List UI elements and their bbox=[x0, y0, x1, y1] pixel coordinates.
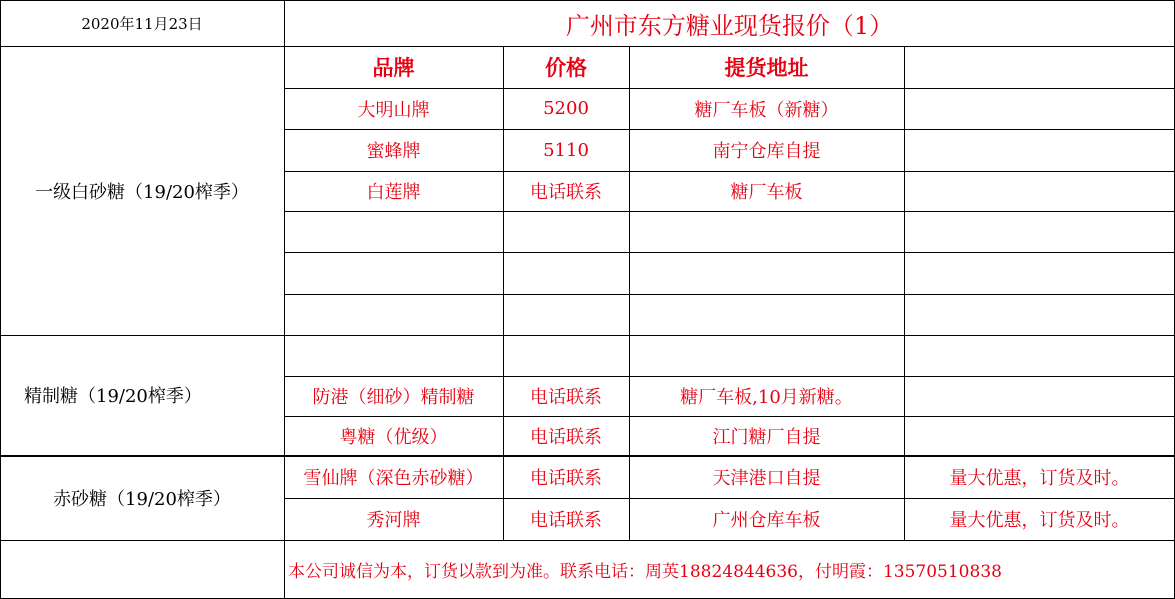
grid-line bbox=[629, 46, 630, 540]
header-brand: 品牌 bbox=[372, 55, 415, 80]
grid-line bbox=[0, 0, 1, 599]
row-note bbox=[904, 129, 1175, 171]
grid-line bbox=[503, 46, 504, 540]
row-price bbox=[503, 211, 629, 252]
row-pickup bbox=[629, 294, 904, 335]
grid-line bbox=[0, 540, 1175, 541]
group-label-white-sugar: 一级白砂糖（19/20榨季） bbox=[35, 181, 249, 203]
header-pickup: 提货地址 bbox=[724, 55, 809, 80]
row-price: 电话联系 bbox=[530, 387, 602, 408]
row-note bbox=[904, 252, 1175, 294]
row-price: 电话联系 bbox=[530, 182, 602, 203]
row-pickup: 糖厂车板（新糖） bbox=[694, 99, 839, 121]
row-pickup bbox=[629, 211, 904, 252]
row-price: 5200 bbox=[543, 98, 589, 119]
row-note bbox=[904, 211, 1175, 252]
footer-blank-cell bbox=[0, 540, 284, 599]
row-note bbox=[904, 416, 1175, 455]
row-pickup: 南宁仓库自提 bbox=[712, 141, 821, 162]
row-brand: 大明山牌 bbox=[357, 99, 430, 121]
row-brand: 白莲牌 bbox=[366, 182, 421, 203]
grid-line bbox=[904, 46, 905, 540]
group-label-refined-sugar: 精制糖（19/20榨季） bbox=[24, 386, 202, 407]
date-cell: 2020年11月23日 bbox=[81, 14, 203, 33]
grid-line bbox=[284, 498, 1175, 499]
row-note: 量大优惠，订货及时。 bbox=[949, 467, 1130, 489]
grid-line bbox=[284, 211, 1175, 212]
row-price: 电话联系 bbox=[530, 510, 602, 531]
row-brand: 蜜蜂牌 bbox=[366, 141, 421, 162]
row-note: 量大优惠，订货及时。 bbox=[949, 510, 1130, 531]
row-price bbox=[503, 252, 629, 294]
row-brand bbox=[284, 211, 503, 252]
header-price: 价格 bbox=[545, 55, 587, 80]
row-pickup: 糖厂车板,10月新糖。 bbox=[680, 387, 853, 408]
grid-line bbox=[0, 335, 1175, 336]
row-pickup: 江门糖厂自提 bbox=[712, 426, 821, 448]
row-brand: 粤糖（优级） bbox=[339, 426, 448, 448]
grid-line bbox=[284, 294, 1175, 295]
grid-line bbox=[284, 171, 1175, 172]
grid-line bbox=[284, 88, 1175, 89]
row-pickup bbox=[629, 335, 904, 376]
sheet-title: 广州市东方糖业现货报价（1） bbox=[565, 11, 894, 40]
row-pickup: 广州仓库车板 bbox=[712, 510, 821, 531]
row-note bbox=[904, 171, 1175, 211]
row-brand bbox=[284, 252, 503, 294]
grid-line bbox=[0, 0, 1175, 1]
row-note bbox=[904, 294, 1175, 335]
row-pickup: 糖厂车板 bbox=[730, 182, 803, 203]
row-brand: 防港（细砂）精制糖 bbox=[312, 387, 475, 408]
row-brand: 秀河牌 bbox=[366, 510, 421, 531]
row-price: 电话联系 bbox=[530, 467, 602, 489]
grid-line bbox=[284, 129, 1175, 130]
contact-footer: 本公司诚信为本，订货以款到为准。联系电话：周英18824844636，付明霞：13570510838 bbox=[288, 562, 1002, 582]
grid-line bbox=[284, 416, 1175, 417]
grid-line bbox=[0, 455, 1175, 457]
row-brand bbox=[284, 335, 503, 376]
row-brand: 雪仙牌（深色赤砂糖） bbox=[303, 467, 484, 489]
grid-line bbox=[284, 0, 285, 599]
row-price: 电话联系 bbox=[530, 426, 602, 448]
grid-line bbox=[0, 46, 1175, 47]
row-price: 5110 bbox=[543, 139, 589, 161]
row-brand bbox=[284, 294, 503, 335]
grid-line bbox=[284, 252, 1175, 253]
row-pickup bbox=[629, 252, 904, 294]
row-pickup: 天津港口自提 bbox=[712, 467, 821, 489]
grid-line bbox=[284, 376, 1175, 377]
row-note bbox=[904, 88, 1175, 129]
header-note bbox=[904, 46, 1175, 88]
row-price bbox=[503, 335, 629, 376]
row-price bbox=[503, 294, 629, 335]
group-label-brown-sugar: 赤砂糖（19/20榨季） bbox=[53, 488, 231, 510]
row-note bbox=[904, 335, 1175, 376]
row-note bbox=[904, 376, 1175, 416]
